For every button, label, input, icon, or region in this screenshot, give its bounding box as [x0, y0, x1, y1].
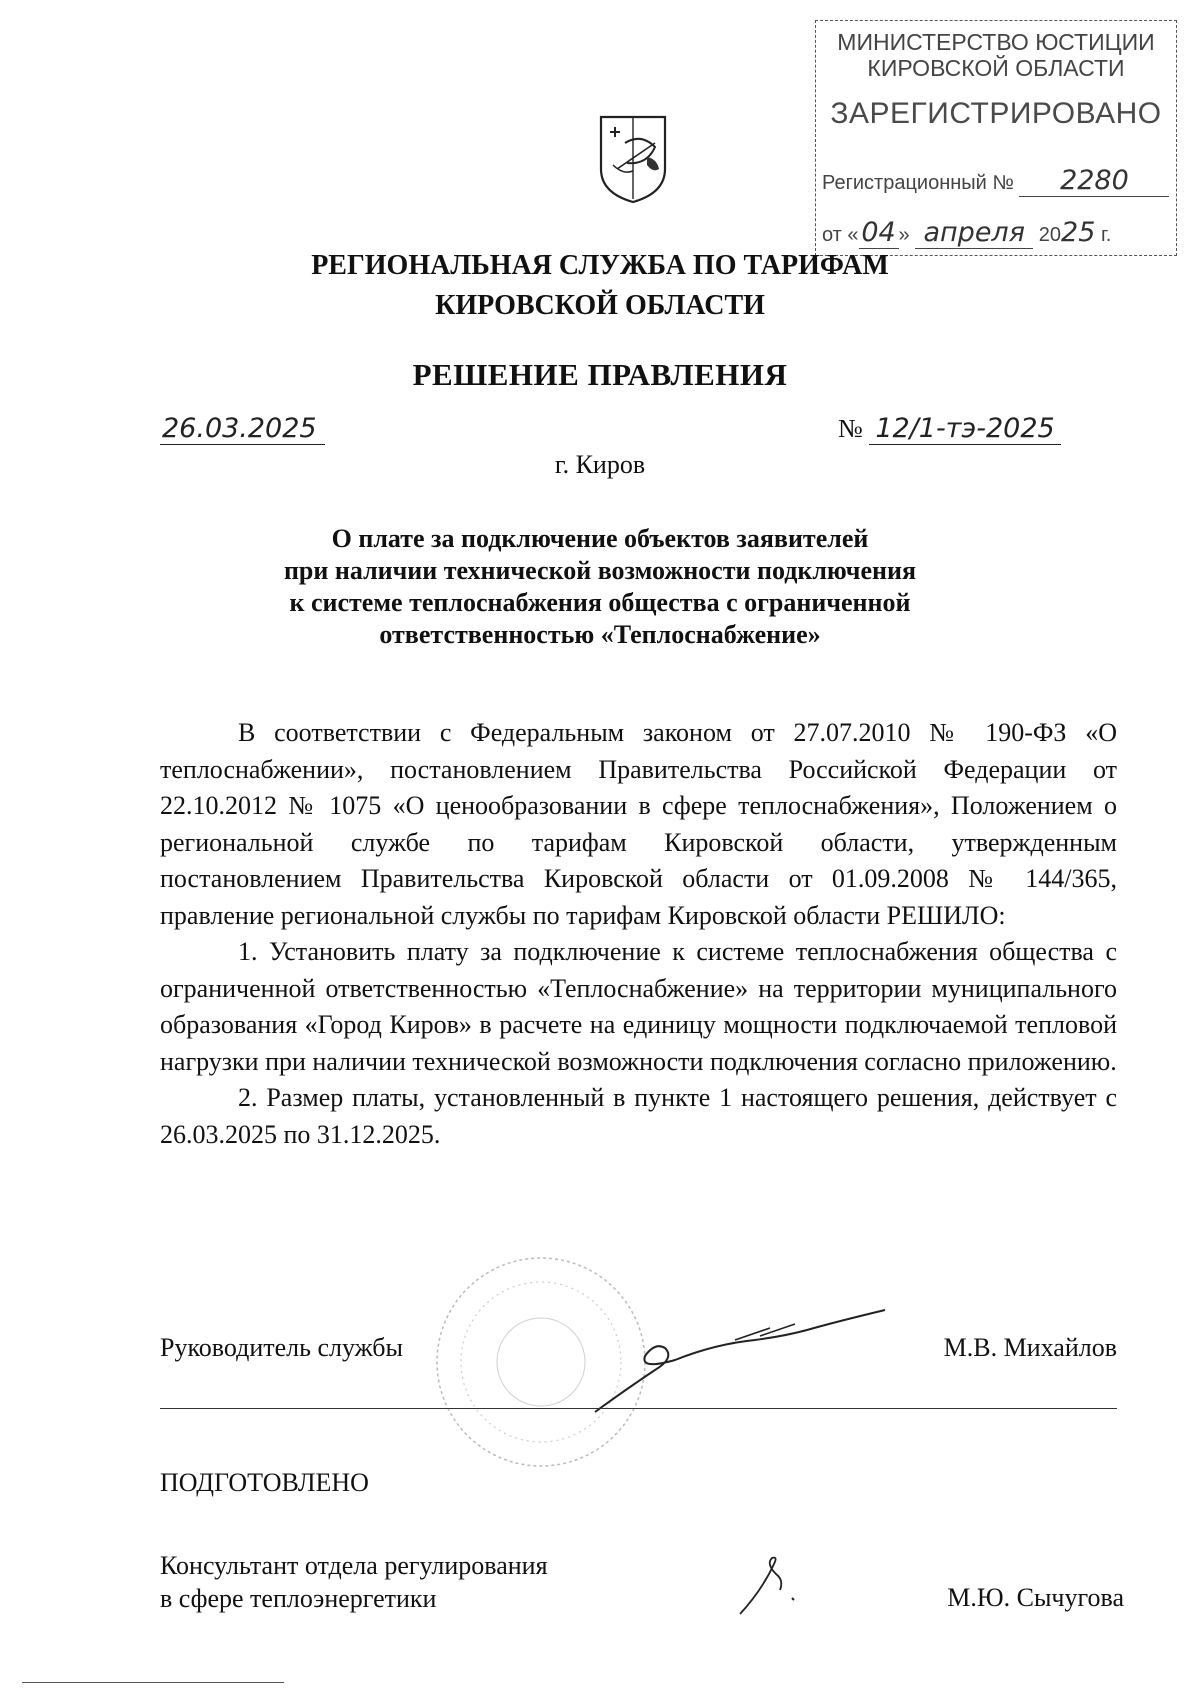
head-signature: [585, 1300, 905, 1430]
footer-line: [22, 1682, 284, 1683]
decision-item-2: 2. Размер платы, установленный в пункте 1 настоящего решения, действует с 26.03.2025 по 31.12.2025.: [160, 1083, 1117, 1149]
stamp-date-year-abbr: г.: [1100, 224, 1112, 246]
stamp-date-year-suffix: 25: [1061, 217, 1096, 248]
stamp-ministry-line1: МИНИСТЕРСТВО ЮСТИЦИИ: [837, 29, 1155, 55]
document-type: РЕШЕНИЕ ПРАВЛЕНИЯ: [412, 357, 788, 392]
registration-stamp: [815, 20, 1177, 256]
document-date: 26.03.2025: [160, 413, 325, 445]
stamp-reg-number: 2280: [1019, 165, 1169, 197]
stamp-date-open-quote: «: [847, 224, 859, 246]
subject-line: при наличии технической возможности подключения: [283, 556, 917, 585]
stamp-ministry-line2: КИРОВСКОЙ ОБЛАСТИ: [867, 55, 1125, 81]
subject-line: к системе теплоснабжения общества с ограниченной: [289, 588, 911, 617]
document-body: [160, 715, 1117, 1153]
consultant-role: [160, 1549, 548, 1615]
org-title-line2: КИРОВСКОЙ ОБЛАСТИ: [435, 290, 765, 321]
document-subject: [0, 523, 1200, 651]
stamp-date-row: [822, 217, 1111, 249]
head-role: Руководитель службы: [160, 1333, 403, 1362]
consultant-signature: [732, 1550, 812, 1620]
stamp-status: ЗАРЕГИСТРИРОВАНО: [830, 97, 1162, 130]
org-title-line1: РЕГИОНАЛЬНАЯ СЛУЖБА ПО ТАРИФАМ: [311, 250, 889, 281]
number-label: №: [838, 414, 863, 443]
separator-line: [160, 1408, 1117, 1409]
document-number: 12/1-тэ-2025: [869, 413, 1060, 445]
consultant-name: М.Ю. Сычугова: [947, 1583, 1124, 1612]
stamp-reg-label: Регистрационный №: [822, 172, 1014, 194]
preamble-paragraph: В соответствии с Федеральным законом от 27.07.2010 № 190-ФЗ «О теплоснабжении», постановлением Правительства Российской Федерации от 22.10.2012 № 1075 «О ценообразовании в сфере теплоснабжения», Положением о региональной службе по тарифам Кировской области, утвержденным постановлением Правительства Кировской области от 01.09.2008 № 144/365, правление региональной службы по тарифам Кировской области РЕШИЛО:: [160, 718, 1117, 930]
subject-line: ответственностью «Теплоснабжение»: [379, 620, 821, 649]
prepared-label: ПОДГОТОВЛЕНО: [160, 1468, 369, 1497]
stamp-date-day: 04: [859, 217, 899, 249]
stamp-date-close-quote: »: [898, 224, 910, 246]
head-name: М.В. Михайлов: [943, 1333, 1117, 1362]
consultant-role-line1: Консультант отдела регулирования: [160, 1551, 548, 1580]
coat-of-arms-emblem: [597, 113, 669, 205]
decision-item-1: 1. Установить плату за подключение к системе теплоснабжения общества с ограниченной ответственностью «Теплоснабжение» на территории муниципального образования «Город Киров» в расчете на единицу мощности подключаемой тепловой нагрузки при наличии технической возможности подключения согласно приложению.: [160, 937, 1117, 1076]
consultant-role-line2: в сфере теплоэнергетики: [160, 1584, 437, 1613]
document-number-row: [838, 413, 1061, 444]
stamp-date-month: апреля: [915, 217, 1033, 249]
stamp-date-year-prefix: 20: [1038, 224, 1062, 246]
stamp-date-prefix: от: [822, 224, 842, 246]
stamp-reg-row: [822, 165, 1169, 197]
city: г. Киров: [554, 450, 646, 479]
subject-line: О плате за подключение объектов заявителей: [331, 524, 869, 553]
